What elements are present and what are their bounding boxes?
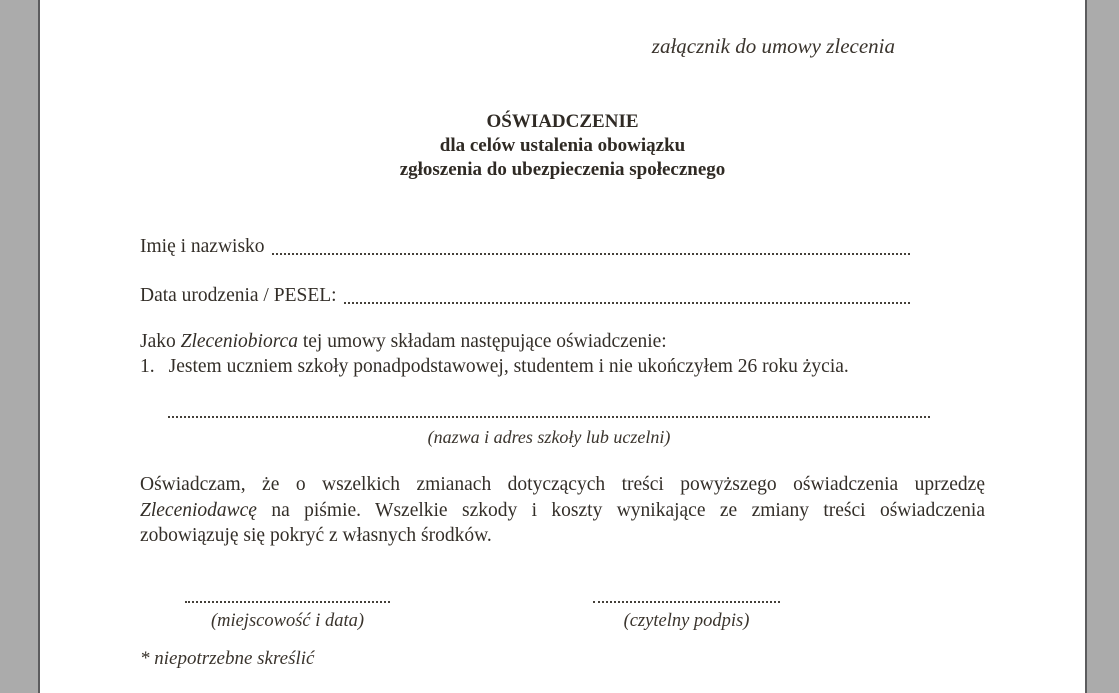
document-page xyxy=(38,0,1087,693)
footnote: * niepotrzebne skreślić xyxy=(140,648,315,669)
school-fill-line xyxy=(168,400,930,418)
statement-paragraph xyxy=(140,472,985,549)
birth-pesel-field-label: Data urodzenia / PESEL: xyxy=(140,285,337,306)
item-1-number: 1. xyxy=(140,356,155,377)
place-date-fill-line xyxy=(185,588,390,603)
declaration-intro xyxy=(140,330,985,354)
title-line-3: zgłoszenia do ubezpieczenia społecznego xyxy=(399,159,726,180)
statement-line-3: zobowiązuję się pokryć z własnych środków. xyxy=(140,525,492,546)
statement-line-2 xyxy=(140,498,985,524)
declaration-intro-suffix: tej umowy składam następujące oświadczenie: xyxy=(297,331,667,352)
statement-line-1: Oświadczam, że o wszelkich zmianach dotyczących treści powyższego oświadczenia uprzedzę xyxy=(140,474,985,495)
item-1-text: Jestem uczniem szkoły ponadpodstawowej, studentem i nie ukończyłem 26 roku życia. xyxy=(168,356,849,377)
name-field-label: Imię i nazwisko xyxy=(140,236,265,257)
title-line-2: dla celów ustalenia obowiązku xyxy=(439,135,686,156)
birth-pesel-fill-line xyxy=(344,302,910,304)
school-caption: (nazwa i adres szkoły lub uczelni) xyxy=(427,427,671,447)
name-field-row xyxy=(140,235,910,259)
signature-fill-line xyxy=(593,588,780,603)
title-line-1: OŚWIADCZENIE xyxy=(486,111,639,132)
signature-place-date xyxy=(185,588,390,632)
signature-caption: (czytelny podpis) xyxy=(623,611,750,631)
signature-legible xyxy=(593,588,780,632)
statement-line-2-party: Zleceniodawcę xyxy=(140,499,257,521)
birth-pesel-field-row xyxy=(140,284,910,308)
place-date-caption: (miejscowość i data) xyxy=(210,611,365,631)
document-title xyxy=(40,110,1085,182)
declaration-intro-party: Zleceniobiorca xyxy=(180,331,298,352)
name-fill-line xyxy=(272,253,910,255)
attachment-note: załącznik do umowy zlecenia xyxy=(651,34,895,58)
declaration-item-1 xyxy=(140,355,985,379)
declaration-intro-prefix: Jako xyxy=(140,331,181,352)
statement-line-2-rest: na piśmie. Wszelkie szkody i koszty wynikające ze zmiany treści oświadczenia xyxy=(256,499,985,521)
